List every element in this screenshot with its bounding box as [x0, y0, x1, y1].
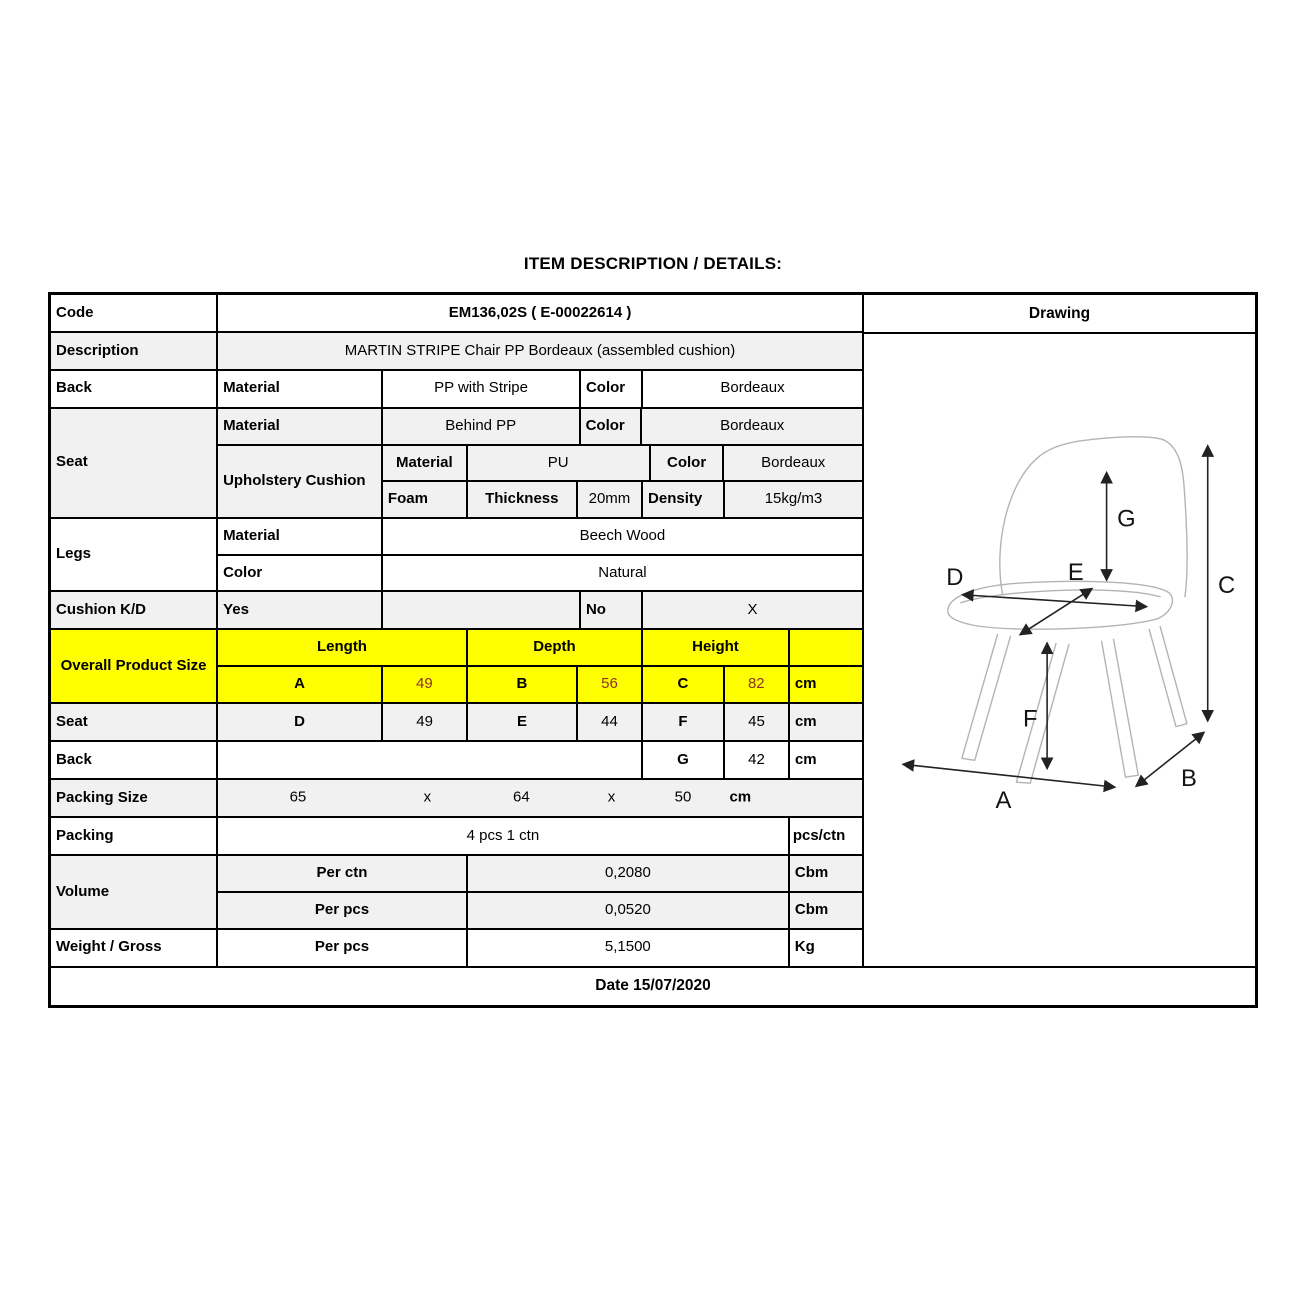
upholstery-material-row — [383, 446, 862, 482]
weight-label: Weight / Gross — [51, 930, 218, 966]
upholstery-foam-row — [383, 482, 862, 516]
overall-size-values — [218, 667, 862, 702]
dim-g-label: G — [643, 742, 725, 778]
seat-behind-color-value: Bordeaux — [720, 417, 785, 435]
row-seat-group — [51, 409, 862, 519]
drawing-header: Drawing — [864, 295, 1255, 334]
back-color-label: Color — [581, 371, 643, 407]
dim-a-label: A — [218, 667, 383, 702]
legs-label: Legs — [51, 519, 218, 591]
row-cushion-kd — [51, 592, 862, 630]
dim-f-label: F — [643, 704, 725, 740]
packing-value: 4 pcs 1 ctn — [218, 818, 790, 854]
overall-size-subrows — [218, 630, 862, 702]
volume-per-ctn-unit: Cbm — [794, 864, 829, 882]
chair-seat-outline — [948, 582, 1173, 630]
row-seat-size — [51, 704, 862, 742]
volume-per-ctn-value: 0,2080 — [468, 856, 790, 891]
packing-height: 50 — [674, 788, 692, 806]
chair-dimension-drawing — [864, 334, 1255, 966]
thickness-label: Thickness — [468, 482, 578, 516]
volume-subrows — [218, 856, 862, 928]
dim-e-value: 44 — [578, 704, 643, 740]
upholstery-cushion-label: Upholstery Cushion — [218, 446, 383, 517]
foam-label: Foam — [383, 482, 468, 516]
row-back-size — [51, 742, 862, 780]
dim-b-value: 56 — [578, 667, 643, 702]
seat-subrows — [218, 409, 862, 517]
row-code — [51, 295, 862, 333]
dim-b-label: B — [468, 667, 578, 702]
drawing-panel — [864, 295, 1255, 966]
spec-table-main — [51, 295, 1255, 968]
weight-value: 5,1500 — [468, 930, 790, 966]
back-size-label: Back — [51, 742, 218, 778]
dim-arrow-d — [963, 595, 1146, 607]
legs-material-row — [218, 519, 862, 556]
chair-leg-back-left — [962, 635, 1011, 761]
weight-per-pcs-label: Per pcs — [218, 930, 468, 966]
back-size-unit: cm — [794, 750, 817, 768]
code-value: EM136,02S ( E-00022614 ) — [448, 303, 632, 321]
packing-sep-2: x — [607, 788, 616, 806]
upholstery-color-label: Color — [651, 446, 725, 480]
dim-label-c: C — [1217, 571, 1236, 599]
upholstery-material-value: PU — [468, 446, 651, 480]
overall-unit: cm — [794, 675, 817, 693]
density-value: 15kg/m3 — [764, 490, 823, 508]
legs-subrows — [218, 519, 862, 591]
chair-leg-back-right — [1149, 627, 1187, 727]
volume-per-pcs-value: 0,0520 — [468, 893, 790, 928]
seat-behind-row — [218, 409, 862, 446]
legs-color-row — [218, 556, 862, 591]
legs-color-label: Color — [218, 556, 383, 591]
volume-label: Volume — [51, 856, 218, 928]
height-header: Height — [643, 630, 790, 665]
packing-size-values — [218, 780, 862, 816]
back-color-value: Bordeaux — [720, 379, 785, 397]
dim-c-label: C — [643, 667, 725, 702]
length-header: Length — [218, 630, 468, 665]
volume-per-ctn-label: Per ctn — [218, 856, 468, 891]
drawing-area — [864, 334, 1255, 966]
packing-label: Packing — [51, 818, 218, 854]
description-value: MARTIN STRIPE Chair PP Bordeaux (assembled cushion) — [344, 341, 736, 359]
row-packing-size — [51, 780, 862, 818]
seat-behind-color-label: Color — [581, 409, 643, 444]
dim-label-f: F — [1022, 705, 1038, 733]
cushion-kd-label: Cushion K/D — [51, 592, 218, 628]
seat-size-unit: cm — [794, 712, 817, 730]
packing-size-unit: cm — [729, 788, 752, 806]
upholstery-material-label: Material — [383, 446, 468, 480]
spec-rows — [51, 295, 864, 966]
volume-per-pcs-unit: Cbm — [794, 901, 829, 919]
page-title: ITEM DESCRIPTION / DETAILS: — [523, 254, 783, 273]
row-overall-size-group — [51, 630, 862, 704]
legs-material-label: Material — [218, 519, 383, 554]
back-material-label: Material — [218, 371, 383, 407]
packing-unit: pcs/ctn — [792, 826, 846, 844]
row-volume-group — [51, 856, 862, 930]
cushion-kd-no-mark: X — [747, 601, 758, 619]
seat-label: Seat — [51, 409, 218, 517]
volume-per-pcs-label: Per pcs — [218, 893, 468, 928]
row-weight — [51, 930, 862, 966]
packing-size-label: Packing Size — [51, 780, 218, 816]
seat-upholstery-group — [218, 446, 862, 517]
row-legs-group — [51, 519, 862, 593]
dim-label-e: E — [1067, 559, 1084, 587]
description-label: Description — [51, 333, 218, 369]
depth-header: Depth — [468, 630, 643, 665]
legs-color-value: Natural — [598, 563, 647, 581]
dim-label-b: B — [1180, 765, 1197, 793]
back-size-empty — [218, 742, 643, 778]
seat-size-label: Seat — [51, 704, 218, 740]
dim-e-label: E — [468, 704, 578, 740]
dim-label-a: A — [995, 787, 1012, 815]
overall-size-label: Overall Product Size — [51, 630, 218, 702]
row-description — [51, 333, 862, 371]
upholstery-subrows — [383, 446, 862, 517]
upholstery-color-value: Bordeaux — [761, 453, 826, 471]
chair-leg-front-right — [1102, 640, 1139, 778]
dim-f-value: 45 — [725, 704, 790, 740]
weight-unit: Kg — [794, 938, 815, 956]
dim-d-value: 49 — [383, 704, 468, 740]
volume-per-ctn-row — [218, 856, 862, 893]
chair-back-outline — [1000, 437, 1187, 597]
row-date: Date 15/07/2020 — [51, 968, 1255, 1005]
cushion-kd-yes-label: Yes — [218, 592, 383, 628]
packing-depth: 64 — [513, 788, 530, 806]
thickness-value: 20mm — [578, 482, 643, 516]
spec-table — [48, 292, 1258, 1008]
cushion-kd-no-label: No — [581, 592, 643, 628]
dim-a-value: 49 — [383, 667, 468, 702]
packing-sep-1: x — [423, 788, 432, 806]
density-label: Density — [643, 482, 725, 516]
volume-per-pcs-row — [218, 893, 862, 928]
dim-g-value: 42 — [725, 742, 790, 778]
seat-behind-material-label: Material — [218, 409, 383, 444]
seat-behind-material-value: Behind PP — [383, 409, 581, 444]
dim-arrow-a — [903, 764, 1114, 787]
dim-label-g: G — [1117, 505, 1136, 533]
legs-material-value: Beech Wood — [579, 526, 666, 544]
back-label: Back — [51, 371, 218, 407]
row-packing — [51, 818, 862, 856]
dim-c-value: 82 — [725, 667, 790, 702]
chair-sketch — [948, 437, 1187, 783]
overall-size-headers — [218, 630, 862, 667]
overall-unit-header — [790, 630, 862, 665]
packing-length: 65 — [289, 788, 307, 806]
cushion-kd-yes-value — [383, 592, 581, 628]
back-material-value: PP with Stripe — [383, 371, 581, 407]
dim-d-label: D — [218, 704, 383, 740]
dim-label-d: D — [946, 564, 964, 592]
code-label: Code — [51, 295, 218, 331]
row-back — [51, 371, 862, 409]
